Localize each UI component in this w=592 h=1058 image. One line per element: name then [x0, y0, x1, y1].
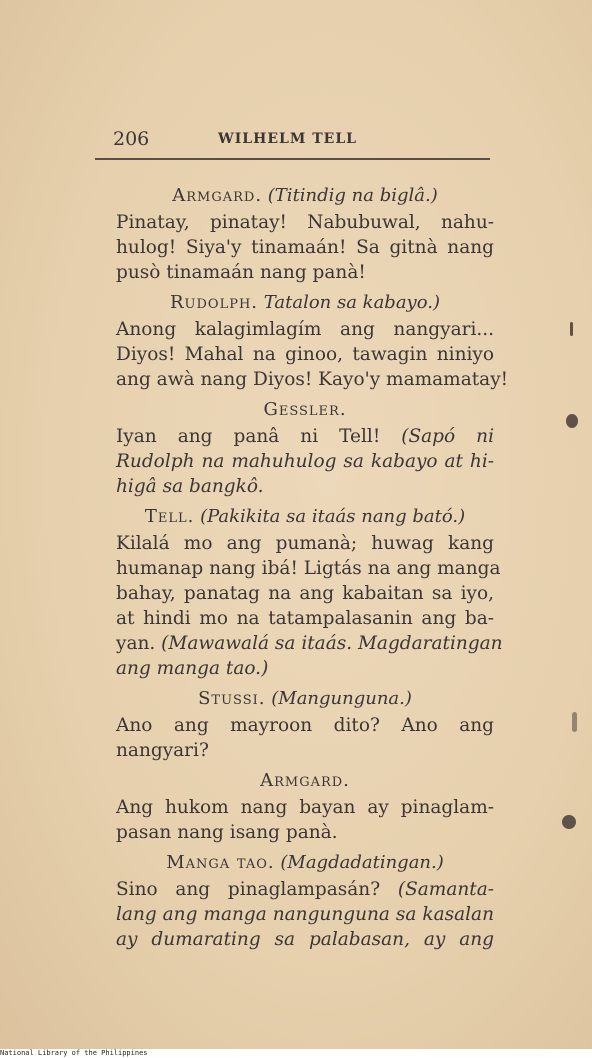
- text-span: Sino ang pinaglampasán?: [116, 879, 398, 900]
- speech: [116, 531, 503, 681]
- stage-direction: ang manga tao.): [116, 658, 269, 679]
- speaker-heading: [116, 182, 494, 209]
- text-line: hulog! Siya'y tinamaán! Sa gitnà nang: [116, 237, 494, 258]
- text-line: [116, 631, 503, 656]
- speaker-heading: [116, 767, 494, 794]
- text-line: [116, 424, 494, 449]
- stage-direction: (Sapó ni: [401, 426, 494, 447]
- stage-direction: ay dumarating sa palabasan, ay ang: [116, 929, 494, 950]
- text-line: Ano ang mayroon dito? Ano ang: [116, 715, 494, 736]
- text-line: [116, 927, 494, 952]
- text-line: [116, 902, 494, 927]
- text-line: Diyos! Mahal na ginoo, tawagin niniyo: [116, 344, 494, 365]
- text-line: Pinatay, pinatay! Nabubuwal, nahu-: [116, 212, 494, 233]
- text-line: Ang hukom nang bayan ay pinaglam-: [116, 797, 494, 818]
- speaker-name: Manga tao.: [166, 852, 275, 873]
- speech: [116, 210, 494, 285]
- stage-direction: Rudolph na mahuhulog sa kabayo at hi-: [116, 451, 494, 472]
- stage-direction: (Titindig na biglâ.): [267, 185, 438, 206]
- stage-direction: (Mangunguna.): [271, 688, 412, 709]
- text-line: [116, 877, 494, 902]
- stage-direction: (Samanta-: [397, 879, 494, 900]
- speaker-heading: [116, 685, 494, 712]
- stage-direction: Tatalon sa kabayo.): [263, 292, 440, 313]
- speaker-name: Tell.: [144, 506, 195, 527]
- speaker-name: Rudolph.: [170, 292, 259, 313]
- text-line: pusò tinamaán nang panà!: [116, 262, 366, 283]
- speech: [116, 877, 494, 952]
- speaker-name: Stussi.: [198, 688, 266, 709]
- speech: [116, 424, 494, 499]
- stage-direction: (Mawawalá sa itaás. Magdaratingan: [161, 633, 503, 654]
- stage-direction: (Magdadatingan.): [280, 852, 444, 873]
- header-rule: [95, 158, 490, 160]
- speech: [116, 713, 494, 763]
- ink-blot: [566, 414, 578, 428]
- running-title: WILHELM TELL: [218, 131, 358, 147]
- page-text: [116, 180, 509, 956]
- footer-credit: National Library of the Philippines: [0, 1049, 592, 1058]
- text-line: [116, 449, 494, 474]
- text-line: nangyari?: [116, 740, 209, 761]
- text-span: yan.: [116, 633, 162, 654]
- text-line: Kilalá mo ang pumanà; huwag kang: [116, 533, 494, 554]
- speaker-name: Armgard.: [172, 185, 263, 206]
- speaker-heading: [116, 396, 494, 423]
- text-line: Anong kalagimlagím ang nangyari...: [116, 319, 494, 340]
- speaker-name: Gessler.: [263, 399, 347, 420]
- speaker-name: Armgard.: [260, 770, 350, 791]
- page-number: 206: [113, 128, 150, 150]
- text-line: [116, 474, 494, 499]
- speaker-heading: [116, 849, 494, 876]
- speech: [116, 317, 509, 392]
- text-line: bahay, panatag na ang kabaitan sa iyo,: [116, 583, 494, 604]
- text-line: humanap nang ibá! Ligtás na ang manga: [116, 558, 501, 579]
- stage-direction: higâ sa bangkô.: [116, 476, 264, 497]
- text-span: Iyan ang panâ ni Tell!: [116, 426, 402, 447]
- page-header: [0, 128, 592, 150]
- speech: [116, 795, 494, 845]
- text-line: at hindi mo na tatampalasanin ang ba-: [116, 608, 494, 629]
- speaker-heading: [116, 289, 494, 316]
- text-line: [116, 656, 494, 681]
- text-line: ang awà nang Diyos! Kayo'y mamamatay!: [116, 369, 509, 390]
- text-line: pasan nang isang panà.: [116, 822, 338, 843]
- ink-blot: [572, 712, 577, 732]
- ink-blot: [570, 322, 573, 336]
- stage-direction: (Pakikita sa itaás nang bató.): [200, 506, 466, 527]
- speaker-heading: [116, 503, 494, 530]
- stage-direction: lang ang manga nangunguna sa kasalan: [116, 904, 494, 925]
- ink-blot: [562, 815, 576, 829]
